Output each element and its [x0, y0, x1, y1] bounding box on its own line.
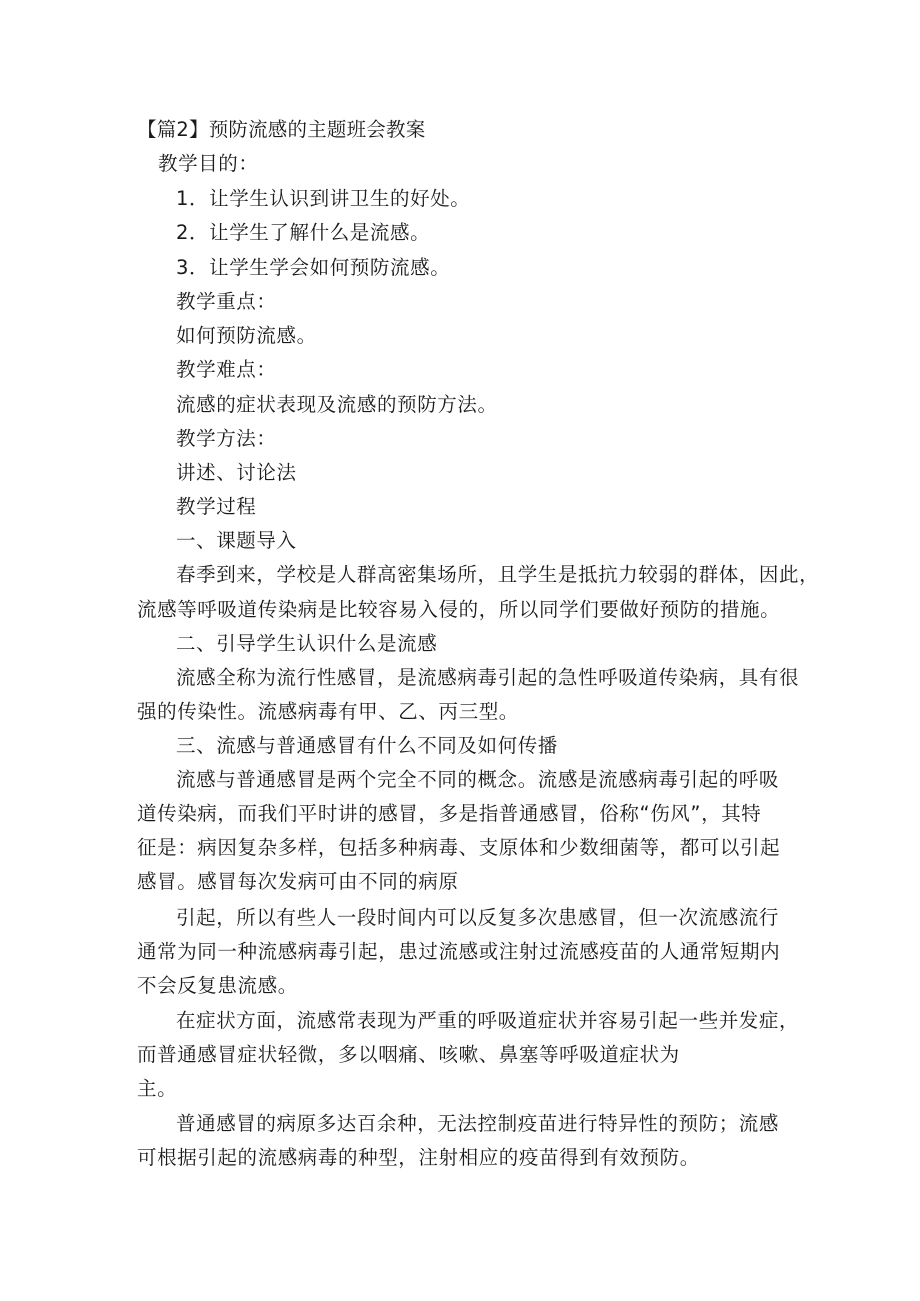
paragraph-line: 普通感冒的病原多达百余种，无法控制疫苗进行特异性的预防；流感 [176, 1112, 780, 1135]
paragraph-line: 不会反复患流感。 [137, 974, 298, 997]
heading-key-point: 教学重点： [176, 290, 277, 313]
paragraph-line: 春季到来，学校是人群高密集场所，且学生是抵抗力较弱的群体，因此， [176, 563, 820, 586]
heading-teaching-goals: 教学目的： [158, 152, 259, 175]
paragraph-line: 引起，所以有些人一段时间内可以反复多次患感冒，但一次流感流行 [176, 906, 780, 929]
paragraph-line: 流感与普通感冒是两个完全不同的概念。流感是流感病毒引起的呼吸 [176, 768, 780, 791]
paragraph-line: 而普通感冒症状轻微，多以咽痛、咳嗽、鼻塞等呼吸道症状为 [137, 1043, 680, 1066]
goal-item-1: 1．让学生认识到讲卫生的好处。 [176, 187, 471, 210]
goal-item-2: 2．让学生了解什么是流感。 [176, 221, 431, 244]
paragraph-line: 可根据引起的流感病毒的种型，注射相应的疫苗得到有效预防。 [137, 1146, 700, 1169]
paragraph-line: 主。 [137, 1077, 178, 1100]
heading-method: 教学方法： [176, 427, 277, 450]
key-point-text: 如何预防流感。 [176, 324, 317, 347]
paragraph-line: 流感全称为流行性感冒，是流感病毒引起的急性呼吸道传染病，具有很 [176, 666, 800, 689]
heading-difficulty: 教学难点： [176, 358, 277, 381]
paragraph-line: 感冒。感冒每次发病可由不同的病原 [137, 870, 459, 893]
paragraph-line: 流感等呼吸道传染病是比较容易入侵的，所以同学们要做好预防的措施。 [137, 598, 781, 621]
section-2-heading: 二、引导学生认识什么是流感 [176, 632, 438, 655]
paragraph-line: 强的传染性。流感病毒有甲、乙、丙三型。 [137, 700, 519, 723]
section-1-heading: 一、课题导入 [176, 529, 297, 552]
paragraph-line: 征是：病因复杂多样，包括多种病毒、支原体和少数细菌等，都可以引起 [137, 836, 781, 859]
difficulty-text: 流感的症状表现及流感的预防方法。 [176, 393, 498, 416]
paragraph-line: 道传染病，而我们平时讲的感冒，多是指普通感冒，俗称“伤风”，其特 [137, 802, 762, 825]
document-title: 【篇2】预防流感的主题班会教案 [137, 118, 426, 141]
goal-item-3: 3．让学生学会如何预防流感。 [176, 256, 451, 279]
heading-process: 教学过程 [176, 495, 257, 518]
method-text: 讲述、讨论法 [176, 461, 297, 484]
paragraph-line: 通常为同一种流感病毒引起，患过流感或注射过流感疫苗的人通常短期内 [137, 940, 781, 963]
section-3-heading: 三、流感与普通感冒有什么不同及如何传播 [176, 734, 558, 757]
paragraph-line: 在症状方面，流感常表现为严重的呼吸道症状并容易引起一些并发症， [176, 1009, 800, 1032]
